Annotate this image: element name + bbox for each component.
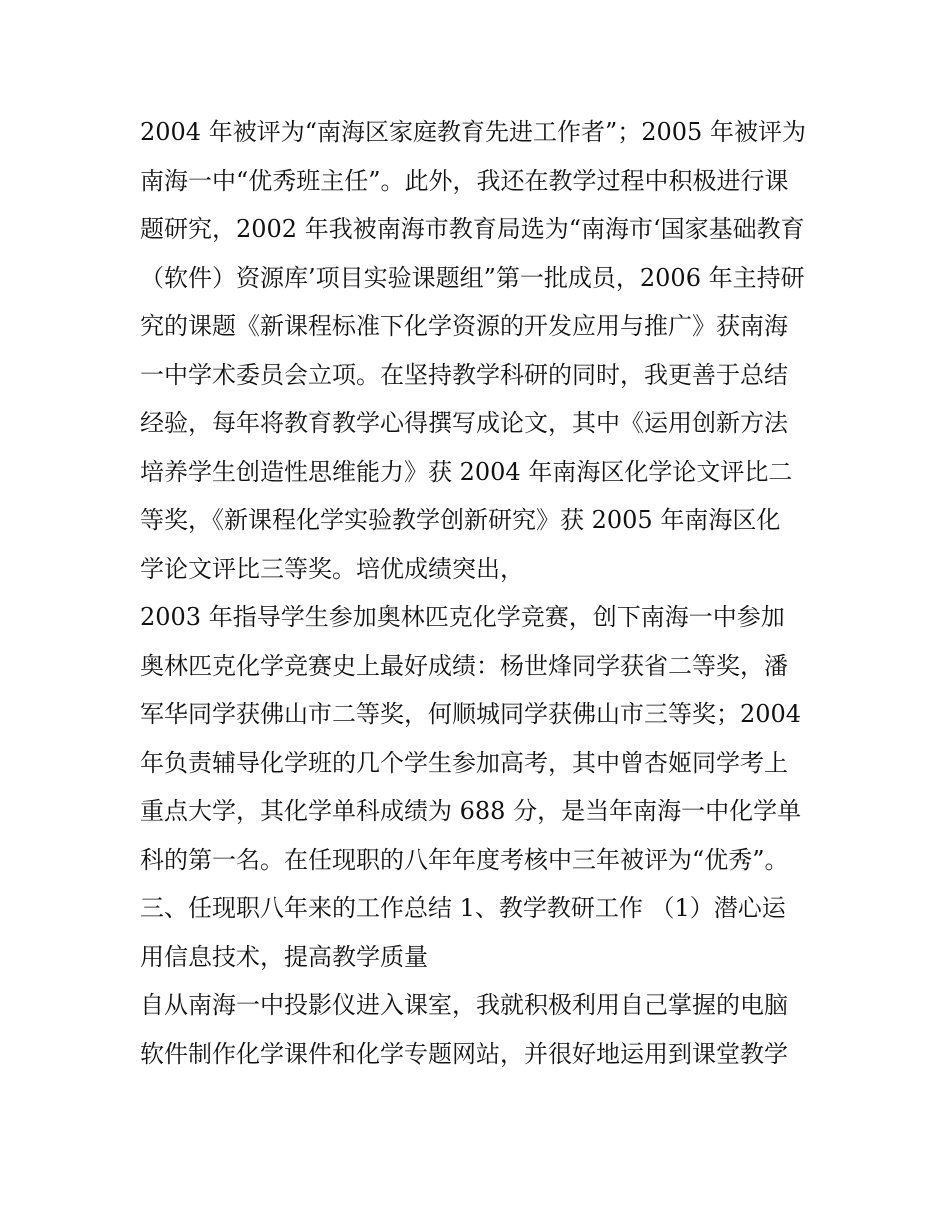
text-line-20: 软件制作化学课件和化学专题网站，并很好地运用到课堂教学 (140, 1039, 788, 1068)
text-line-5: 究的课题《新课程标准下化学资源的开发应用与推广》获南海 (140, 312, 788, 340)
text-line-1: 2004 年被评为“南海区家庭教育先进工作者”；2005 年被评为 (140, 118, 806, 146)
body-text (140, 108, 830, 1078)
text-line-15: 重点大学，其化学单科成绩为 688 分，是当年南海一中化学单 (140, 797, 802, 825)
text-line-11: 2003 年指导学生参加奥林匹克化学竞赛，创下南海一中参加 (140, 603, 785, 631)
text-line-10: 学论文评比三等奖。培优成绩突出， (140, 554, 524, 583)
text-line-16: 科的第一名。在任现职的八年年度考核中三年被评为“优秀”。 (140, 845, 789, 874)
section-heading-line-continued: 用信息技术，提高教学质量 (140, 942, 428, 971)
text-line-12: 奥林匹克化学竞赛史上最好成绩：杨世烽同学获省二等奖，潘 (140, 651, 788, 680)
text-line-19: 自从南海一中投影仪进入课室，我就积极利用自己掌握的电脑 (140, 991, 788, 1019)
text-line-13: 军华同学获佛山市二等奖，何顺城同学获佛山市三等奖；2004 (140, 700, 802, 728)
text-line-6: 一中学术委员会立项。在坚持教学科研的同时，我更善于总结 (140, 360, 788, 389)
text-line-3: 题研究，2002 年我被南海市教育局选为“南海市‘国家基础教育 (140, 215, 805, 243)
text-line-8: 培养学生创造性思维能力》获 2004 年南海区化学论文评比二 (140, 457, 793, 486)
text-line-2: 南海一中“优秀班主任”。此外，我还在教学过程中积极进行课 (140, 166, 789, 195)
text-line-14: 年负责辅导化学班的几个学生参加高考，其中曾杏姬同学考上 (140, 748, 788, 777)
text-line-4: （软件）资源库’项目实验课题组”第一批成员，2006 年主持研 (140, 263, 805, 292)
text-line-7: 经验，每年将教育教学心得撰写成论文，其中《运用创新方法 (140, 409, 788, 437)
text-line-9: 等奖，《新课程化学实验教学创新研究》获 2005 年南海区化 (140, 506, 781, 534)
section-heading-line: 三、任现职八年来的工作总结 1、教学教研工作 （1）潜心运 (140, 894, 786, 922)
